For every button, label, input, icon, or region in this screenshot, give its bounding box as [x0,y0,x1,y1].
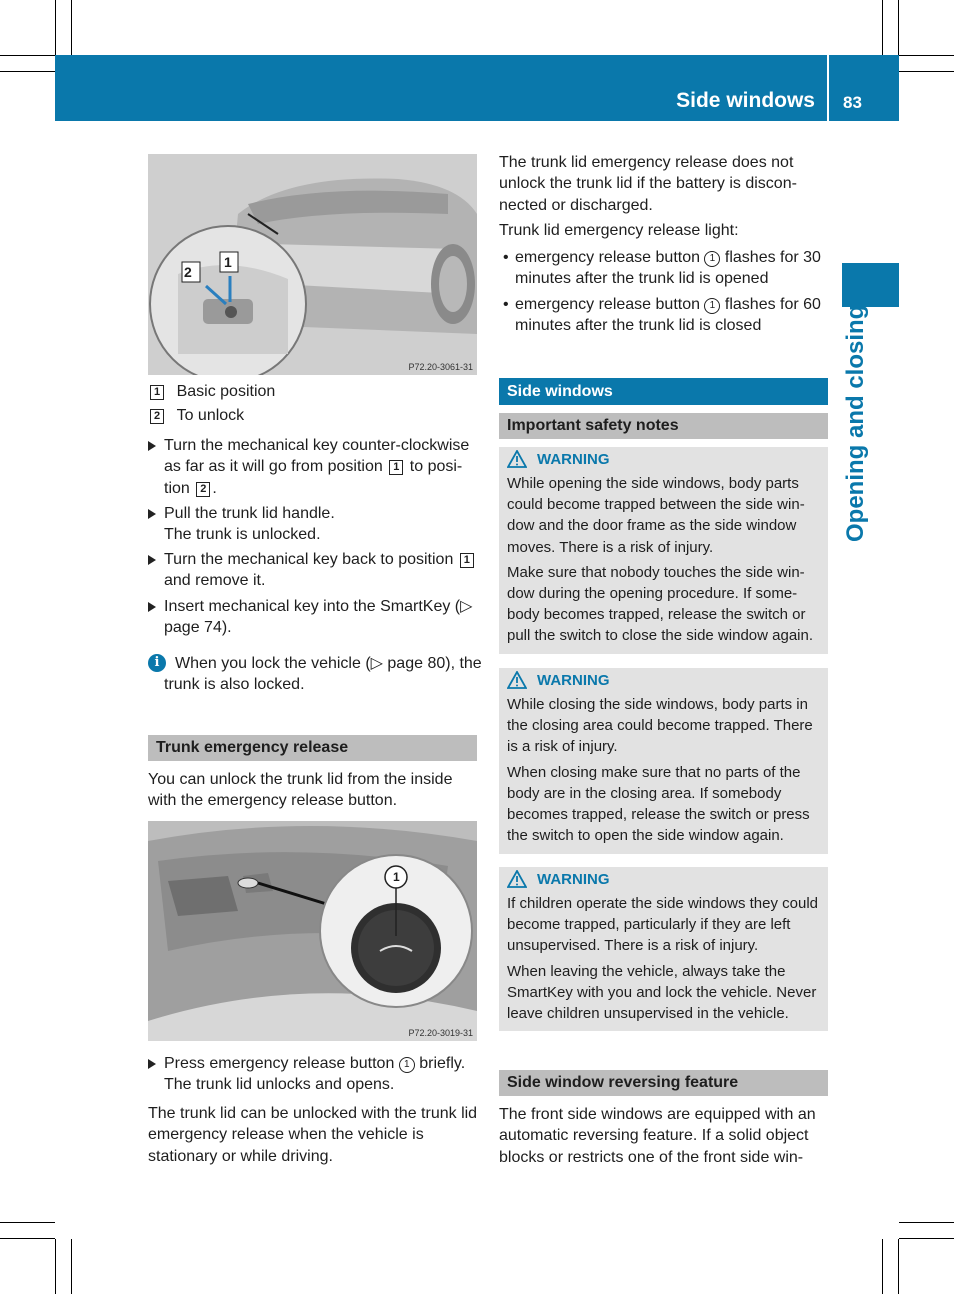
instruction-step [148,503,483,546]
step-text: Insert mechanical key into the SmartKey (▷ page 74). [164,598,473,637]
step-text: Press emergency release button [164,1055,399,1072]
callout-1: 1 [224,254,232,270]
crop-mark [0,1238,55,1239]
step-text: Turn the mechanical key back to position [164,551,458,568]
paragraph-text: You can unlock the trunk lid from the inside with the emergency release button. [148,771,453,810]
paragraph-text: The trunk lid emergency release does not unlock the trunk lid if the battery is discon-nected or discharged. [499,154,797,214]
warning-text: Make sure that nobody touches the side win-dow during the opening procedure. If some-body becomes trapped, release the switch or pull the switch to close the side window again. [507,563,814,645]
step-arrow-icon [148,602,156,612]
warning-icon [507,450,527,468]
list-item-text: emergency release button [515,249,705,267]
instruction-step [148,1053,488,1096]
legend-item [148,407,244,425]
step-text: Pull the trunk lid handle. [164,505,335,522]
crop-mark [0,1222,55,1223]
position-number: 2 [150,409,164,424]
paragraph [148,769,478,812]
figure-code: P72.20-3061-31 [408,362,473,372]
crop-mark [71,0,72,55]
warning-text: When closing make sure that no parts of the body are in the closing area. If somebody becomes trapped, release the switch or press the switch to open the side window again. [507,763,810,845]
step-result: The trunk is unlocked. [164,526,321,544]
crop-mark [55,1239,56,1294]
page-title: Side windows [676,89,815,112]
section-heading: Side windows [499,378,828,405]
warning-label: WARNING [537,451,610,468]
step-arrow-icon [148,555,156,565]
warning-box [499,447,828,654]
instruction-step [148,549,483,592]
legend-text: To unlock [176,407,245,424]
crop-mark [71,1239,72,1294]
figure-code: P72.20-3019-31 [408,1028,473,1038]
paragraph-text: Trunk lid emergency release light: [499,221,739,239]
position-number: 1 [389,460,403,475]
trunk-release-figure [148,821,477,1041]
crop-mark [899,1238,954,1239]
subsection-heading: Important safety notes [499,413,828,439]
section-heading: Trunk emergency release [148,735,477,761]
trunk-handle-figure [148,154,477,375]
warning-box [499,668,828,854]
car-rear-illustration [148,154,477,375]
step-text: . [212,479,217,497]
warning-heading [507,668,821,694]
legend-text: Basic position [176,383,276,400]
list-item-text: emergency release button [515,295,705,313]
position-number: 1 [704,251,720,267]
crop-mark [0,71,55,72]
warning-label: WARNING [537,672,610,689]
warning-box [499,867,828,1031]
instruction-step [148,435,483,499]
crop-mark [882,1239,883,1294]
header-divider [827,55,829,121]
step-text: briefly. [414,1055,466,1072]
list-item-text: flashes for 30 minutes after the trunk lid is opened [515,249,821,288]
step-text: to posi-tion [164,458,463,497]
crop-mark [898,1239,899,1294]
callout-1: 1 [393,870,400,884]
position-number: 2 [196,482,210,497]
position-number: 1 [460,553,474,568]
info-text: When you lock the vehicle (▷ page 80), the trunk is also locked. [164,655,482,694]
paragraph-text: The trunk lid can be unlocked with the trunk lid emergency release when the vehicle is stationary or while driving. [148,1105,478,1165]
position-number: 1 [150,385,164,400]
step-arrow-icon [148,509,156,519]
legend-item [148,383,275,401]
paragraph [148,1103,483,1167]
crop-mark [898,0,899,55]
paragraph [499,1104,831,1168]
step-result: The trunk lid unlocks and opens. [164,1076,395,1094]
warning-text: While opening the side windows, body parts could become trapped between the side win-dow and the door frame as the side window moves. There is a risk of injury. [507,475,805,556]
info-note [148,653,483,696]
crop-mark [899,1222,954,1223]
step-arrow-icon [148,1059,156,1069]
instruction-step [148,596,483,639]
warning-icon [507,671,527,689]
callout-2: 2 [184,264,192,280]
position-number: 1 [704,298,720,314]
warning-heading [507,867,821,893]
info-icon: i [148,654,166,672]
section-heading: Side window reversing feature [499,1070,828,1096]
list-item [499,294,829,337]
crop-mark [0,55,55,56]
list-item-text: flashes for 60 minutes after the trunk lid is closed [515,295,821,335]
step-text: and remove it. [164,572,266,590]
step-text: Turn the mechanical key counter-clockwise as far as it will go from position [164,437,470,476]
chapter-label: Opening and closing [842,304,869,542]
crop-mark [899,55,954,56]
trunk-interior-illustration [148,821,477,1041]
step-arrow-icon [148,441,156,451]
paragraph-text: The front side windows are equipped with an automatic reversing feature. If a solid object blocks or restricts one of the front side win- [499,1106,816,1166]
page-header [55,55,899,121]
paragraph [499,152,829,340]
warning-label: WARNING [537,871,610,888]
warning-text: When leaving the vehicle, always take the SmartKey with you and lock the vehicle. Never leave children unsupervised in the vehicle. [507,962,817,1023]
position-number: 1 [399,1057,415,1073]
list-item [499,247,829,290]
warning-icon [507,870,527,888]
crop-mark [882,0,883,55]
crop-mark [55,0,56,55]
warning-heading [507,447,821,473]
page-number: 83 [843,93,862,112]
warning-text: If children operate the side windows they could become trapped, particularly if they are left unsupervised. There is a risk of injury. [507,895,819,955]
warning-text: While closing the side windows, body parts in the closing area could become trapped. There is a risk of injury. [507,696,813,756]
crop-mark [899,71,954,72]
